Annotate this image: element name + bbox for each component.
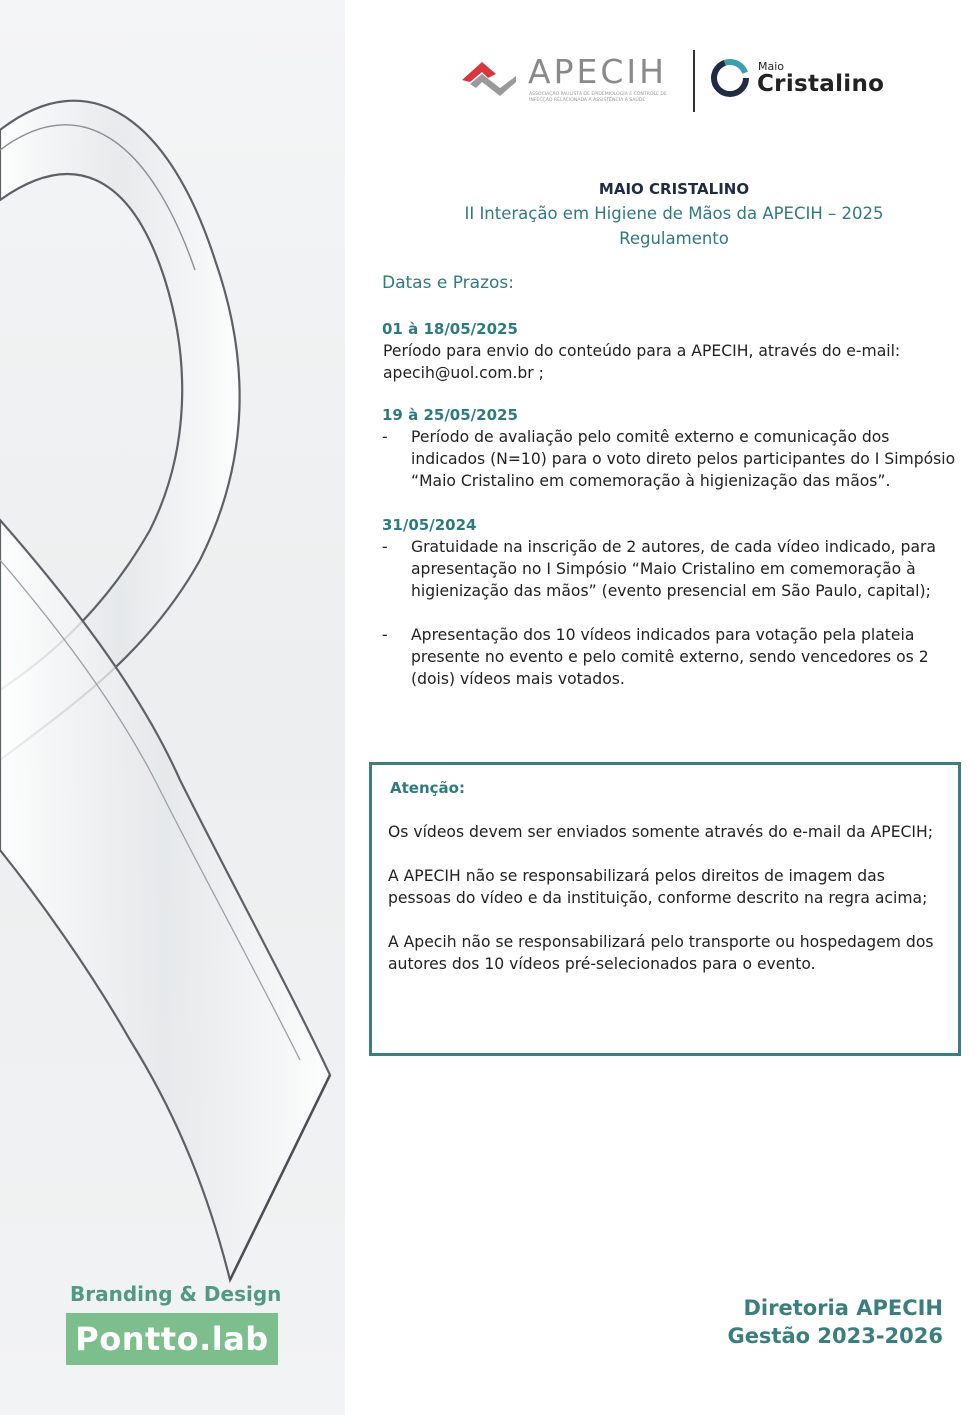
diretoria-line-1: Diretoria APECIH — [743, 1296, 943, 1320]
maio-cristalino-logo-icon — [710, 58, 750, 98]
bullet-dash: - — [382, 428, 388, 446]
branding-credit: Branding & Design — [70, 1282, 282, 1306]
bullet-dash: - — [382, 626, 388, 644]
list-item — [382, 426, 962, 492]
date-block-1: 01 à 18/05/2025 — [382, 320, 518, 338]
attention-text-3: A Apecih não se responsabilizará pelo transporte ou hospedagem dos autores dos 10 vídeos pré-selecionados para o evento. — [388, 933, 934, 973]
attention-box — [369, 762, 961, 1056]
apecih-logo-text: APECIH — [528, 52, 667, 91]
maio-cristalino-logo-text: Cristalino — [757, 71, 885, 97]
apecih-logo-subtitle: ASSOCIAÇÃO PAULISTA DE EPIDEMIOLOGIA E CONTROLE DE INFECÇÃO RELACIONADA À ASSISTÊNCIA À SAÚDE — [529, 92, 667, 103]
pontto-lab-logo: Pontto.lab — [66, 1313, 278, 1365]
section-title: Datas e Prazos: — [382, 273, 514, 293]
apecih-logo-icon — [460, 58, 518, 98]
attention-title: Atenção: — [390, 779, 465, 797]
diretoria-signature — [727, 1294, 943, 1350]
maio-cristalino-logo-small: Maio — [758, 60, 785, 73]
date-block-3: 31/05/2024 — [382, 516, 477, 534]
logo-divider — [693, 50, 695, 112]
glass-ribbon-illustration — [0, 0, 345, 1415]
date-block-2-text: Período de avaliação pelo comitê externo e comunicação dos indicados (N=10) para o voto direto pelos participantes do I Simpósio “Maio Cristalino em comemoração à higienização das mãos”. — [411, 428, 956, 490]
date-block-3-text-2: Apresentação dos 10 vídeos indicados para votação pela plateia presente no evento e pelo comitê externo, sendo vencedores os 2 (dois) vídeos mais votados. — [411, 626, 929, 688]
date-block-3-text-1: Gratuidade na inscrição de 2 autores, de cada vídeo indicado, para apresentação no I Simpósio “Maio Cristalino em comemoração à higienização das mãos” (evento presencial em São Paulo, capital); — [411, 538, 936, 600]
attention-text-2: A APECIH não se responsabilizará pelos direitos de imagem das pessoas do vídeo e da instituição, conforme descrito na regra acima; — [388, 867, 928, 907]
list-item — [382, 624, 962, 690]
page-subtitle: II Interação em Higiene de Mãos da APECIH – 2025 — [464, 204, 884, 223]
date-block-1-text: Período para envio do conteúdo para a APECIH, através do e-mail: apecih@uol.com.br ; — [383, 342, 901, 382]
bullet-dash: - — [382, 538, 388, 556]
logo-header — [460, 50, 900, 112]
diretoria-line-2: Gestão 2023-2026 — [727, 1324, 943, 1348]
date-block-2: 19 à 25/05/2025 — [382, 406, 518, 424]
list-item — [382, 536, 962, 602]
attention-text-1: Os vídeos devem ser enviados somente através do e-mail da APECIH; — [388, 823, 934, 841]
ribbon-image — [0, 0, 345, 1415]
dates-section — [382, 272, 962, 712]
page-title: MAIO CRISTALINO — [598, 180, 750, 198]
page-subtitle-regulamento: Regulamento — [619, 229, 729, 248]
